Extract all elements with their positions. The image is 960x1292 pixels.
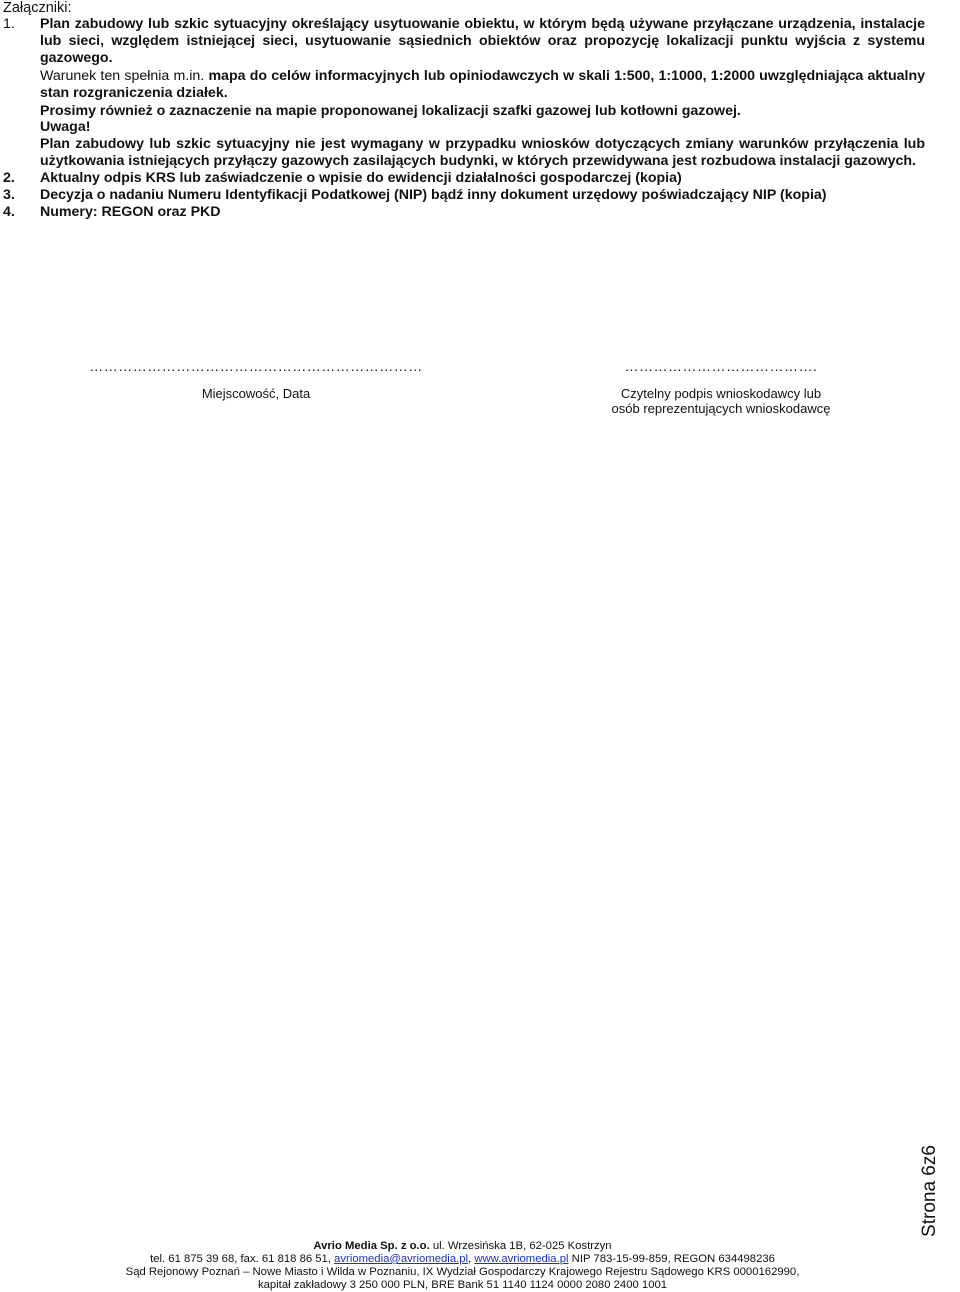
- footer-phone-fax: tel. 61 875 39 68, fax. 61 818 86 51,: [150, 1253, 335, 1265]
- applicant-caption-line-2: osób reprezentujących wnioskodawcę: [611, 401, 831, 416]
- place-date-line: ……………………………………………………………: [89, 358, 423, 374]
- map-requirement-prefix: Warunek ten spełnia m.in.: [40, 67, 205, 84]
- footer-company-line: [0, 1240, 925, 1253]
- attachment-number: 3.: [3, 187, 15, 204]
- applicant-caption-line-1: Czytelny podpis wnioskodawcy lub: [620, 386, 822, 401]
- footer-separator: ,: [468, 1253, 475, 1265]
- attachment-body: [40, 16, 925, 170]
- attachment-text: Decyzja o nadaniu Numeru Identyfikacji Podatkowej (NIP) bądź inny dokument urzędowy poświadczający NIP (kopia): [40, 187, 827, 204]
- warning-label: Uwaga!: [40, 119, 91, 136]
- footer-contact-line: [0, 1253, 925, 1266]
- applicant-signature-line: ………………………………….: [624, 358, 818, 374]
- place-date-signature: [58, 358, 454, 401]
- attachment-item-3: [3, 187, 925, 204]
- footer-website-link[interactable]: www.avriomedia.pl: [474, 1253, 569, 1265]
- footer-address: ul. Wrzesińska 1B, 62-025 Kostrzyn: [429, 1240, 612, 1252]
- attachments-list: [3, 16, 925, 221]
- map-requirement-detail: mapa do celów informacyjnych lub opiniodawczych w skali 1:500, 1:1000, 1:2000 uwzględniająca aktualny stan rozgraniczenia działek.: [40, 67, 926, 101]
- footer-company-name: Avrio Media Sp. z o.o.: [313, 1240, 430, 1252]
- attachment-item-4: [3, 204, 925, 221]
- attachment-item-1: [3, 16, 925, 170]
- warning-text: Plan zabudowy lub szkic sytuacyjny nie jest wymagany w przypadku wniosków dotyczących zmiany warunków przyłączenia lub użytkowania istniejących przyłączy gazowych zasilających budynki, w których przewidywana jest rozbudowa instalacji gazowych.: [40, 136, 925, 170]
- applicant-signature-caption: [595, 386, 847, 416]
- footer-capital-line: kapitał zakładowy 3 250 000 PLN, BRE Bank 51 1140 1124 0000 2080 2400 1001: [257, 1279, 668, 1291]
- attachments-heading: Załączniki:: [3, 0, 72, 16]
- applicant-signature: [595, 358, 847, 416]
- page-number: Strona 6z6: [919, 1145, 940, 1237]
- place-date-caption: Miejscowość, Data: [201, 386, 311, 401]
- attachment-text: Aktualny odpis KRS lub zaświadczenie o wpisie do ewidencji działalności gospodarczej (kopia): [40, 170, 682, 187]
- attachment-item-2: [3, 170, 925, 187]
- footer-email-link[interactable]: avriomedia@avriomedia.pl: [334, 1253, 469, 1265]
- page-footer: [0, 1240, 925, 1292]
- gas-cabinet-request: Prosimy również o zaznaczenie na mapie proponowanej lokalizacji szafki gazowej lub kotłowni gazowej.: [40, 102, 741, 119]
- map-requirement-note: [40, 68, 925, 102]
- attachment-number: 4.: [3, 203, 15, 220]
- attachment-text: Numery: REGON oraz PKD: [40, 203, 221, 220]
- attachment-number: 1.: [3, 16, 15, 32]
- footer-court-line: Sąd Rejonowy Poznań – Nowe Miasto i Wilda w Poznaniu, IX Wydział Gospodarczy Krajowego Rejestru Sądowego KRS 0000162990,: [125, 1266, 800, 1278]
- attachment-number: 2.: [3, 170, 15, 187]
- site-plan-description: Plan zabudowy lub szkic sytuacyjny określający usytuowanie obiektu, w którym będą używane przyłączane urządzenia, instalacje lub sieci, względem istniejącej sieci, usytuowanie sąsiednich obiektów oraz propozycję lokalizacji punktu wyjścia z systemu gazowego.: [40, 16, 925, 66]
- footer-tax-ids: NIP 783-15-99-859, REGON 634498236: [568, 1253, 775, 1265]
